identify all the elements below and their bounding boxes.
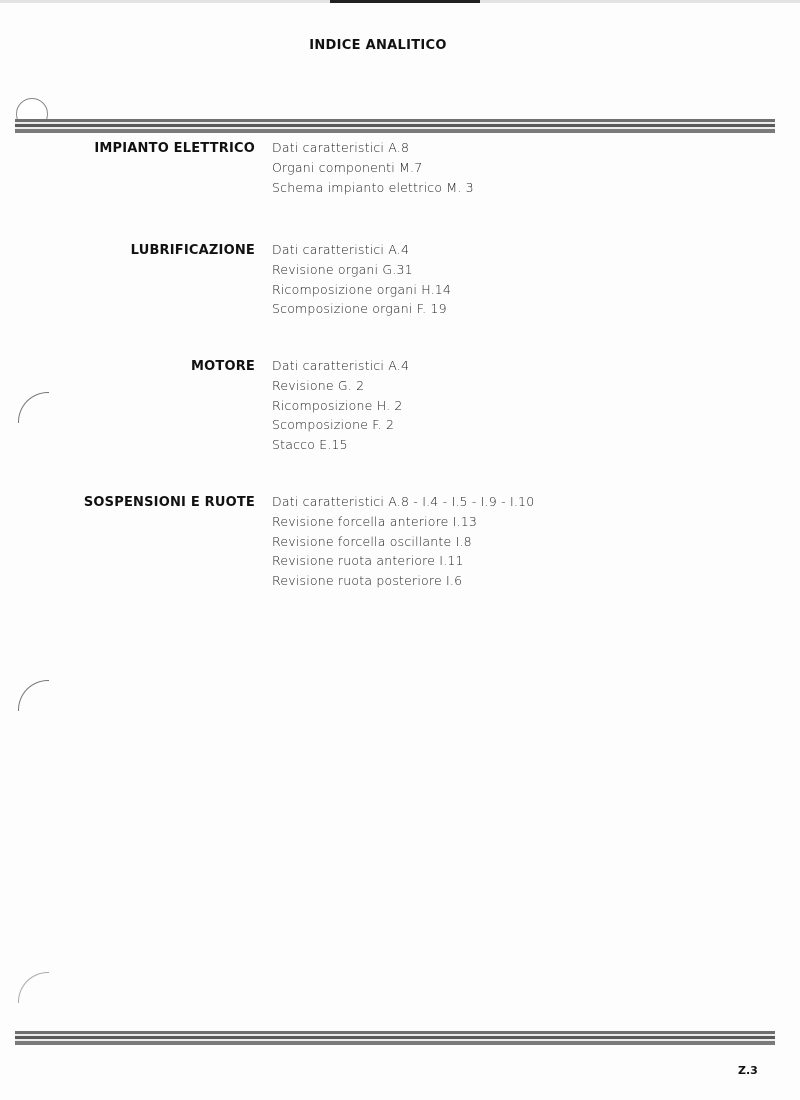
section-items-impianto-elettrico bbox=[272, 138, 474, 197]
index-entry: Dati caratteristici A.4 bbox=[272, 358, 410, 373]
section-heading-motore: MOTORE bbox=[191, 359, 255, 374]
index-entry: Revisione ruota posteriore I.6 bbox=[272, 573, 463, 589]
header-rule bbox=[15, 119, 775, 133]
index-entry: Scomposizione organi F. 19 bbox=[272, 301, 447, 317]
index-entry: Revisione forcella oscillante I.8 bbox=[272, 533, 472, 549]
section-items-lubrificazione bbox=[272, 240, 451, 319]
section-heading-sospensioni-e-ruote: SOSPENSIONI E RUOTE bbox=[83, 495, 255, 510]
page-top-edge-mark bbox=[330, 0, 480, 3]
index-entry: Dati caratteristici A.8 bbox=[272, 140, 410, 155]
index-entry: Stacco E.15 bbox=[272, 437, 348, 453]
footer-rule bbox=[15, 1031, 775, 1045]
index-entry: Revisione ruota anteriore I.11 bbox=[272, 553, 464, 569]
index-entry: Ricomposizione organi H.14 bbox=[272, 281, 452, 297]
section-items-sospensioni-e-ruote bbox=[272, 492, 534, 591]
index-entry: Dati caratteristici A.8 - I.4 - I.5 - I.9 - I.10 bbox=[272, 494, 535, 509]
page-number: Z.3 bbox=[738, 1064, 758, 1077]
section-heading-impianto-elettrico: IMPIANTO ELETTRICO bbox=[94, 141, 255, 156]
index-entry: Ricomposizione H. 2 bbox=[272, 397, 403, 413]
punch-hole-mark bbox=[18, 392, 49, 423]
index-entry: Schema impianto elettrico M. 3 bbox=[272, 179, 474, 195]
page-title: INDICE ANALITICO bbox=[309, 38, 447, 53]
punch-hole-mark bbox=[18, 972, 49, 1003]
index-entry: Revisione organi G.31 bbox=[272, 261, 413, 277]
index-entry: Revisione forcella anteriore I.13 bbox=[272, 513, 478, 529]
index-entry: Organi componenti M.7 bbox=[272, 159, 423, 175]
punch-hole-mark bbox=[18, 680, 49, 711]
index-entry: Dati caratteristici A.4 bbox=[272, 242, 410, 257]
index-entry: Revisione G. 2 bbox=[272, 377, 365, 393]
index-entry: Scomposizione F. 2 bbox=[272, 417, 395, 433]
section-items-motore bbox=[272, 356, 409, 455]
section-heading-lubrificazione: LUBRIFICAZIONE bbox=[130, 243, 255, 258]
